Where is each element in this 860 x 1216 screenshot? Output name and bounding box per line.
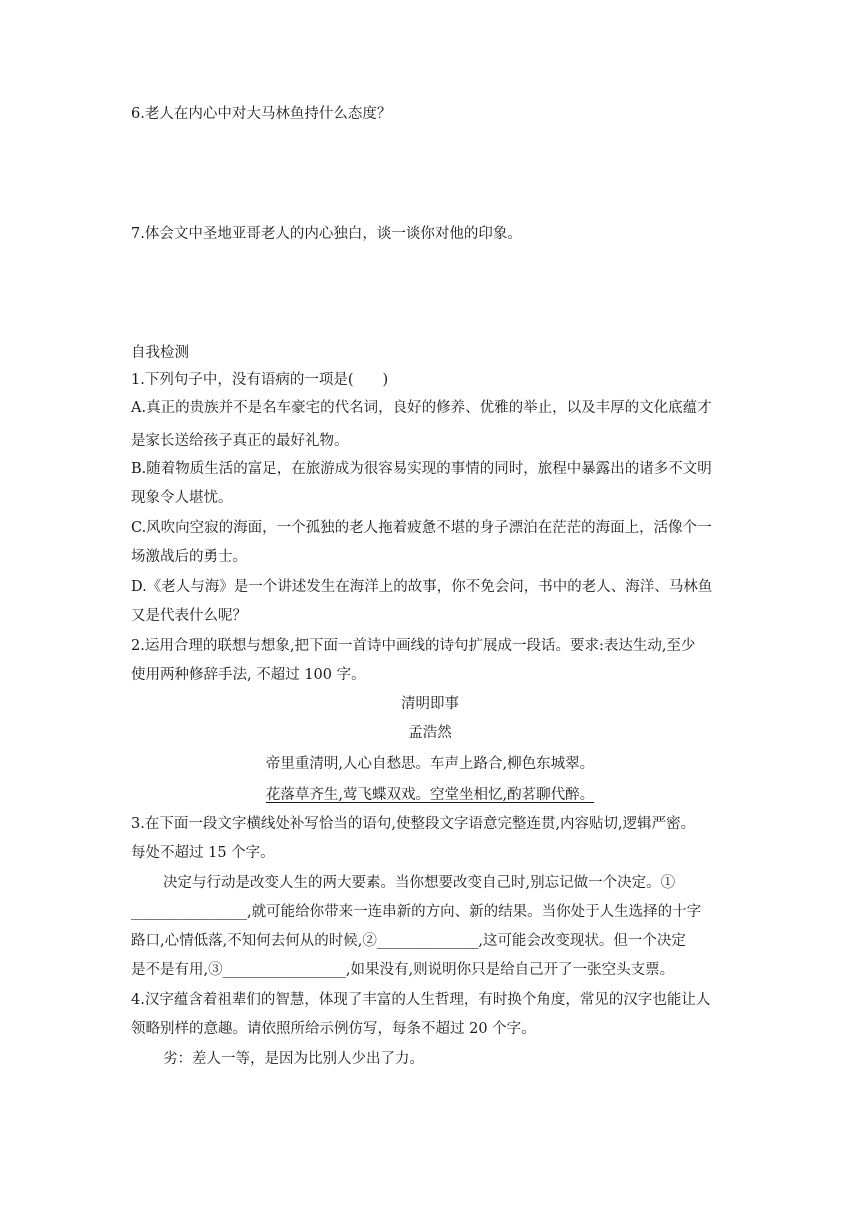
option-c-line-1: C.风吹向空寂的海面，一个孤独的老人拖着疲惫不堪的身子漂泊在茫茫的海面上，活像个一 bbox=[131, 520, 712, 536]
option-b-line-2: 现象令人堪忧。 bbox=[131, 490, 233, 506]
question-1-stem: 1.下列句子中，没有语病的一项是( ) bbox=[131, 372, 389, 388]
example-line: 劣：差人一等，是因为比别人少出了力。 bbox=[163, 1051, 424, 1067]
option-b-line-1: B.随着物质生活的富足，在旅游成为很容易实现的事情的同时，旅程中暴露出的诸多不文明 bbox=[131, 461, 712, 477]
poem-author: 孟浩然 bbox=[408, 725, 452, 741]
passage-line-1: 决定与行动是改变人生的两大要素。当你想要改变自己时,别忘记做一个决定。① bbox=[163, 875, 676, 891]
poem-line-2-underlined bbox=[131, 785, 729, 805]
question-2-line-1: 2.运用合理的联想与想象,把下面一首诗中画线的诗句扩展成一段话。要求:表达生动,至少 bbox=[131, 638, 696, 654]
section-title: 自我检测 bbox=[131, 345, 189, 361]
option-d-line-1: D.《老人与海》是一个讲述发生在海洋上的故事，你不免会问，书中的老人、海洋、马林鱼 bbox=[131, 579, 713, 595]
option-c-line-2: 场激战后的勇士。 bbox=[131, 549, 247, 565]
option-a-line-1: A.真正的贵族并不是名车豪宅的代名词，良好的修养、优雅的举止，以及丰厚的文化底蕴才 bbox=[131, 400, 712, 416]
question-4-line-1: 4.汉字蕴含着祖辈们的智慧，体现了丰富的人生哲理，有时换个角度，常见的汉字也能让人 bbox=[131, 992, 711, 1008]
option-a-line-2: 是家长送给孩子真正的最好礼物。 bbox=[131, 433, 349, 449]
question-2-line-2: 使用两种修辞手法, 不超过 100 字。 bbox=[131, 667, 366, 683]
passage-line-4: 是不是有用,③_________________,如果没有,则说明你只是给自己开了一张空头支票。 bbox=[131, 962, 675, 978]
question-3-line-2: 每处不超过 15 个字。 bbox=[131, 845, 275, 861]
poem-line-1: 帝里重清明,人心自愁思。车声上路合,柳色东城翠。 bbox=[265, 756, 595, 772]
underlined-verse: 花落草齐生,莺飞蝶双戏。空堂坐相忆,酌茗聊代醉。 bbox=[265, 787, 595, 803]
question-3-line-1: 3.在下面一段文字横线处补写恰当的语句,使整段文字语意完整连贯,内容贴切,逻辑严密。 bbox=[131, 816, 696, 832]
question-4-line-2: 领略别样的意趣。请依照所给示例仿写，每条不超过 20 个字。 bbox=[131, 1021, 536, 1037]
poem-title: 清明即事 bbox=[401, 696, 459, 712]
question-6: 6.老人在内心中对大马林鱼持什么态度？ bbox=[131, 106, 392, 122]
passage-line-2: ________________,就可能给你带来一连串新的方向、新的结果。当你处于人生选择的十字 bbox=[131, 904, 702, 920]
option-d-line-2: 又是代表什么呢？ bbox=[131, 608, 247, 624]
passage-line-3: 路口,心情低落,不知何去何从的时候,②______________,这可能会改变现状。但一个决定 bbox=[131, 933, 686, 949]
question-7: 7.体会文中圣地亚哥老人的内心独白，谈一谈你对他的印象。 bbox=[131, 226, 522, 242]
